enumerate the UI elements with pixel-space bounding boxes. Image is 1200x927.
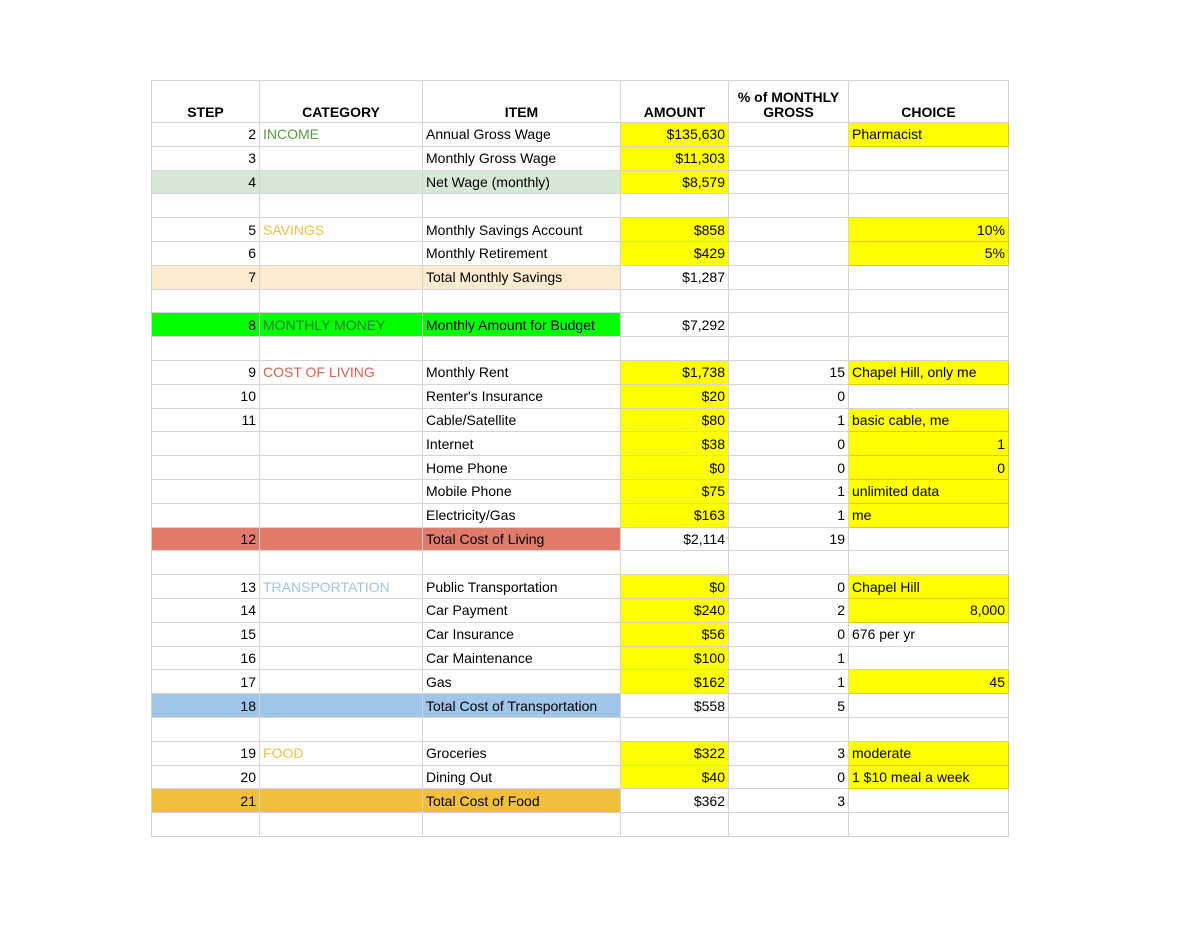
choice-cell[interactable] [849,337,1009,361]
item-cell[interactable]: Monthly Gross Wage [423,146,621,170]
header-pct-line2: GROSS [763,104,814,120]
header-row [152,81,1009,123]
pct-cell[interactable] [729,289,849,313]
category-cell[interactable] [260,789,423,813]
choice-cell[interactable]: moderate [849,741,1009,765]
step-cell[interactable]: 9 [152,360,260,384]
category-cell[interactable] [260,503,423,527]
amount-cell[interactable] [621,289,729,313]
category-cell[interactable] [260,670,423,694]
blank-row [152,337,1009,361]
item-cell[interactable]: Dining Out [423,765,621,789]
step-cell[interactable] [152,717,260,741]
item-cell[interactable]: Total Cost of Transportation [423,694,621,718]
step-cell[interactable]: 11 [152,408,260,432]
item-cell[interactable]: Renter's Insurance [423,384,621,408]
pct-cell[interactable] [729,146,849,170]
blank-row [152,289,1009,313]
total-row [152,789,1009,813]
choice-cell[interactable]: Pharmacist [849,123,1009,147]
item-cell[interactable]: Car Maintenance [423,646,621,670]
pct-cell[interactable] [729,123,849,147]
table-row [152,123,1009,147]
choice-cell[interactable]: 8,000 [849,598,1009,622]
table-row [152,741,1009,765]
amount-cell[interactable]: $1,738 [621,360,729,384]
pct-cell[interactable] [729,194,849,218]
choice-cell[interactable] [849,789,1009,813]
amount-cell[interactable]: $362 [621,789,729,813]
item-cell[interactable]: Total Cost of Living [423,527,621,551]
pct-cell[interactable]: 1 [729,503,849,527]
pct-cell[interactable]: 0 [729,456,849,480]
step-cell[interactable]: 4 [152,170,260,194]
total-row [152,170,1009,194]
table-row [152,360,1009,384]
amount-cell[interactable]: $75 [621,479,729,503]
pct-cell[interactable]: 1 [729,479,849,503]
step-cell[interactable] [152,194,260,218]
category-cell[interactable] [260,551,423,575]
item-cell[interactable] [423,813,621,837]
item-cell[interactable]: Monthly Savings Account [423,218,621,242]
category-cell[interactable] [260,646,423,670]
step-cell[interactable] [152,337,260,361]
amount-cell[interactable]: $8,579 [621,170,729,194]
choice-cell[interactable]: unlimited data [849,479,1009,503]
amount-cell[interactable]: $1,287 [621,265,729,289]
total-row [152,527,1009,551]
step-cell[interactable] [152,432,260,456]
pct-cell[interactable] [729,337,849,361]
choice-cell[interactable] [849,265,1009,289]
step-cell[interactable]: 13 [152,575,260,599]
category-cell[interactable] [260,813,423,837]
amount-cell[interactable]: $40 [621,765,729,789]
category-cell[interactable] [260,146,423,170]
category-cell[interactable] [260,170,423,194]
category-cell[interactable] [260,622,423,646]
header-choice[interactable]: CHOICE [849,81,1009,123]
step-cell[interactable]: 3 [152,146,260,170]
choice-cell[interactable]: 1 [849,432,1009,456]
category-cell[interactable] [260,241,423,265]
pct-cell[interactable]: 0 [729,622,849,646]
category-cell[interactable] [260,765,423,789]
choice-cell[interactable] [849,527,1009,551]
table-row [152,408,1009,432]
category-cell[interactable]: INCOME [260,123,423,147]
choice-cell[interactable]: 676 per yr [849,622,1009,646]
category-cell[interactable] [260,408,423,432]
category-cell[interactable] [260,456,423,480]
category-cell[interactable]: SAVINGS [260,218,423,242]
pct-cell[interactable]: 5 [729,694,849,718]
choice-cell[interactable]: 1 $10 meal a week [849,765,1009,789]
table-row [152,432,1009,456]
choice-cell[interactable] [849,194,1009,218]
header-pct-line1: % of MONTHLY [737,89,840,105]
item-cell[interactable] [423,289,621,313]
table-row [152,241,1009,265]
table-row [152,456,1009,480]
choice-cell[interactable] [849,694,1009,718]
item-cell[interactable]: Monthly Amount for Budget [423,313,621,337]
choice-cell[interactable] [849,717,1009,741]
header-step[interactable]: STEP [152,81,260,123]
table-row [152,646,1009,670]
item-cell[interactable]: Monthly Rent [423,360,621,384]
table-row [152,670,1009,694]
item-cell[interactable]: Public Transportation [423,575,621,599]
item-cell[interactable] [423,194,621,218]
pct-cell[interactable] [729,241,849,265]
step-cell[interactable] [152,503,260,527]
pct-cell[interactable]: 0 [729,432,849,456]
choice-cell[interactable] [849,146,1009,170]
category-cell[interactable] [260,717,423,741]
budget-spreadsheet [151,80,1009,837]
pct-cell[interactable]: 19 [729,527,849,551]
category-cell[interactable] [260,598,423,622]
category-cell[interactable] [260,265,423,289]
choice-cell[interactable] [849,551,1009,575]
step-cell[interactable]: 7 [152,265,260,289]
table-row [152,384,1009,408]
step-cell[interactable]: 15 [152,622,260,646]
category-cell[interactable] [260,289,423,313]
choice-cell[interactable]: 10% [849,218,1009,242]
item-cell[interactable]: Internet [423,432,621,456]
item-cell[interactable]: Gas [423,670,621,694]
header-category[interactable]: CATEGORY [260,81,423,123]
blank-row [152,551,1009,575]
choice-cell[interactable]: 5% [849,241,1009,265]
pct-cell[interactable] [729,170,849,194]
category-cell[interactable]: FOOD [260,741,423,765]
choice-cell[interactable] [849,170,1009,194]
choice-cell[interactable]: basic cable, me [849,408,1009,432]
choice-cell[interactable]: me [849,503,1009,527]
amount-cell[interactable]: $2,114 [621,527,729,551]
choice-cell[interactable] [849,289,1009,313]
blank-row [152,194,1009,218]
step-cell[interactable]: 14 [152,598,260,622]
amount-cell[interactable]: $558 [621,694,729,718]
header-pct-monthly-gross[interactable] [729,81,849,123]
item-cell[interactable] [423,551,621,575]
category-cell[interactable] [260,479,423,503]
amount-cell[interactable]: $240 [621,598,729,622]
amount-cell[interactable]: $80 [621,408,729,432]
pct-cell[interactable]: 3 [729,789,849,813]
step-cell[interactable]: 6 [152,241,260,265]
amount-cell[interactable] [621,813,729,837]
step-cell[interactable]: 16 [152,646,260,670]
item-cell[interactable] [423,337,621,361]
blank-row [152,813,1009,837]
pct-cell[interactable]: 3 [729,741,849,765]
table-row [152,575,1009,599]
step-cell[interactable]: 8 [152,313,260,337]
table-row [152,146,1009,170]
item-cell[interactable]: Monthly Retirement [423,241,621,265]
step-cell[interactable]: 2 [152,123,260,147]
total-row [152,694,1009,718]
pct-cell[interactable]: 0 [729,765,849,789]
step-cell[interactable] [152,479,260,503]
step-cell[interactable]: 20 [152,765,260,789]
choice-cell[interactable] [849,646,1009,670]
step-cell[interactable]: 5 [152,218,260,242]
amount-cell[interactable]: $0 [621,575,729,599]
amount-cell[interactable]: $20 [621,384,729,408]
item-cell[interactable] [423,717,621,741]
total-row [152,313,1009,337]
choice-cell[interactable]: Chapel Hill [849,575,1009,599]
amount-cell[interactable] [621,551,729,575]
pct-cell[interactable]: 2 [729,598,849,622]
amount-cell[interactable]: $7,292 [621,313,729,337]
amount-cell[interactable]: $56 [621,622,729,646]
pct-cell[interactable] [729,813,849,837]
item-cell[interactable]: Home Phone [423,456,621,480]
amount-cell[interactable]: $11,303 [621,146,729,170]
step-cell[interactable]: 12 [152,527,260,551]
step-cell[interactable]: 19 [152,741,260,765]
category-cell[interactable] [260,432,423,456]
pct-cell[interactable]: 1 [729,646,849,670]
pct-cell[interactable]: 15 [729,360,849,384]
item-cell[interactable]: Total Monthly Savings [423,265,621,289]
step-cell[interactable]: 10 [152,384,260,408]
pct-cell[interactable]: 0 [729,575,849,599]
step-cell[interactable] [152,551,260,575]
amount-cell[interactable]: $429 [621,241,729,265]
step-cell[interactable]: 18 [152,694,260,718]
table-row [152,765,1009,789]
pct-cell[interactable]: 1 [729,670,849,694]
table-row [152,503,1009,527]
pct-cell[interactable] [729,313,849,337]
amount-cell[interactable]: $163 [621,503,729,527]
header-item[interactable]: ITEM [423,81,621,123]
item-cell[interactable]: Mobile Phone [423,479,621,503]
choice-cell[interactable] [849,313,1009,337]
amount-cell[interactable]: $135,630 [621,123,729,147]
amount-cell[interactable] [621,194,729,218]
choice-cell[interactable] [849,813,1009,837]
amount-cell[interactable] [621,717,729,741]
choice-cell[interactable]: 0 [849,456,1009,480]
pct-cell[interactable] [729,265,849,289]
amount-cell[interactable]: $322 [621,741,729,765]
step-cell[interactable] [152,813,260,837]
amount-cell[interactable] [621,337,729,361]
category-cell[interactable] [260,194,423,218]
choice-cell[interactable] [849,384,1009,408]
amount-cell[interactable]: $162 [621,670,729,694]
item-cell[interactable]: Net Wage (monthly) [423,170,621,194]
category-cell[interactable] [260,384,423,408]
category-cell[interactable] [260,527,423,551]
pct-cell[interactable] [729,717,849,741]
category-cell[interactable]: TRANSPORTATION [260,575,423,599]
choice-cell[interactable]: Chapel Hill, only me [849,360,1009,384]
item-cell[interactable]: Car Payment [423,598,621,622]
blank-row [152,717,1009,741]
item-cell[interactable]: Annual Gross Wage [423,123,621,147]
table-row [152,622,1009,646]
table-row [152,479,1009,503]
amount-cell[interactable]: $0 [621,456,729,480]
item-cell[interactable]: Electricity/Gas [423,503,621,527]
pct-cell[interactable] [729,218,849,242]
table-row [152,218,1009,242]
step-cell[interactable]: 21 [152,789,260,813]
item-cell[interactable]: Total Cost of Food [423,789,621,813]
pct-cell[interactable]: 1 [729,408,849,432]
category-cell[interactable] [260,337,423,361]
item-cell[interactable]: Car Insurance [423,622,621,646]
category-cell[interactable]: MONTHLY MONEY [260,313,423,337]
sheet-body [152,123,1009,837]
step-cell[interactable] [152,456,260,480]
item-cell[interactable]: Cable/Satellite [423,408,621,432]
step-cell[interactable]: 17 [152,670,260,694]
category-cell[interactable]: COST OF LIVING [260,360,423,384]
amount-cell[interactable]: $858 [621,218,729,242]
item-cell[interactable]: Groceries [423,741,621,765]
choice-cell[interactable]: 45 [849,670,1009,694]
pct-cell[interactable] [729,551,849,575]
total-row [152,265,1009,289]
category-cell[interactable] [260,694,423,718]
amount-cell[interactable]: $38 [621,432,729,456]
amount-cell[interactable]: $100 [621,646,729,670]
table-row [152,598,1009,622]
header-amount[interactable]: AMOUNT [621,81,729,123]
pct-cell[interactable]: 0 [729,384,849,408]
step-cell[interactable] [152,289,260,313]
